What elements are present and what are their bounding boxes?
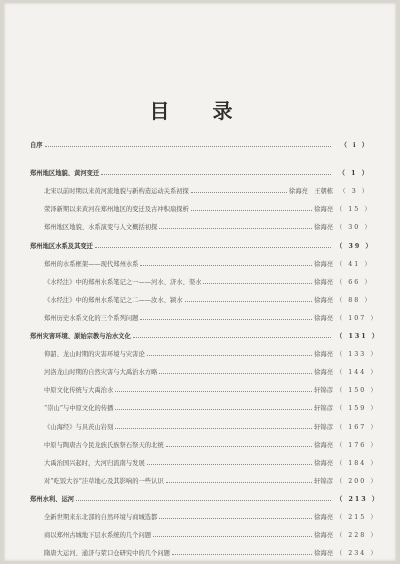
toc-entry bbox=[30, 322, 381, 341]
toc-entry bbox=[30, 412, 379, 431]
toc-entry bbox=[30, 131, 370, 149]
toc-entry-title: 《水经注》中的郑州水系笔记之二——汝水、颍水 bbox=[44, 296, 183, 304]
toc-entry-title: 郑州地区地貌、水系演变与人文概括初探 bbox=[44, 224, 158, 232]
toc-entry-page: （ 39 ） bbox=[336, 242, 374, 250]
toc-entry-page: （ 176 ） bbox=[336, 441, 379, 449]
toc-entry-page: （ 133 ） bbox=[336, 351, 379, 359]
dot-leader bbox=[95, 247, 331, 248]
toc-entry-page: （ 41 ） bbox=[336, 260, 373, 268]
dot-leader bbox=[115, 391, 312, 392]
dot-leader bbox=[115, 409, 312, 410]
toc-entry bbox=[30, 449, 379, 467]
toc-entry bbox=[30, 521, 379, 540]
dot-leader bbox=[147, 355, 312, 356]
toc-entry-title: 大禹治国兴起时，大河归流南与发展 bbox=[44, 459, 145, 467]
book-page bbox=[4, 3, 396, 561]
toc-entry-title: 河洛龙山时期的自然灾害与大禹治水方略 bbox=[44, 369, 158, 377]
toc-entry-author: 轩锦彦 bbox=[314, 387, 333, 395]
toc-entry-author: 徐海亮 bbox=[314, 513, 333, 521]
toc-entry-author: 徐海亮 bbox=[314, 224, 333, 232]
toc-entry-page: （ 167 ） bbox=[336, 423, 379, 431]
toc-entry-title: 北宋以前时期以来黄河流地貌与新构造运动关系初探 bbox=[44, 188, 189, 196]
toc-entry bbox=[30, 159, 370, 177]
toc-entry-page: （ 144 ） bbox=[336, 369, 379, 377]
toc-entry bbox=[30, 268, 373, 286]
dot-leader bbox=[185, 301, 313, 302]
toc-entry-author: 轩锦彦 bbox=[314, 423, 333, 431]
toc-entry-title: 郑州历史水系文化的三个系列问题 bbox=[44, 314, 139, 322]
dot-leader bbox=[140, 319, 312, 320]
toc-entry-author: 轩锦彦 bbox=[314, 477, 333, 485]
page-title: 目 录 bbox=[149, 99, 251, 123]
toc-entry bbox=[30, 467, 379, 485]
toc-entry-title: 自序 bbox=[30, 142, 43, 150]
toc-entry-page: （ 107 ） bbox=[336, 314, 379, 322]
dot-leader bbox=[191, 210, 312, 211]
toc-entry-author: 徐海亮 bbox=[314, 441, 333, 449]
toc-entry-author: 徐海亮 bbox=[314, 459, 333, 467]
toc-entry-author: 徐海亮 bbox=[314, 550, 333, 558]
toc-entry bbox=[30, 304, 379, 322]
toc-entry-page: （ 184 ） bbox=[336, 459, 379, 467]
toc-entry-page: （ 3 ） bbox=[339, 188, 370, 196]
table-of-contents bbox=[30, 131, 381, 558]
toc-entry-author: 徐海亮 王朝栋 bbox=[288, 188, 333, 196]
toc-entry bbox=[30, 213, 373, 232]
toc-entry-page: （ 1 ） bbox=[338, 170, 370, 178]
toc-entry bbox=[30, 195, 373, 214]
toc-entry-title: 商以郑州古城地下层水系统的几个问题 bbox=[44, 532, 152, 540]
toc-entry-author: 徐海亮 bbox=[314, 296, 333, 304]
toc-entry-title: 对“吃饭大谷”洼草地心及其影响的一些认识 bbox=[44, 477, 164, 485]
dot-leader bbox=[159, 373, 312, 374]
dot-leader bbox=[76, 500, 331, 501]
toc-entry-page: （ 213 ） bbox=[336, 495, 381, 503]
dot-leader bbox=[166, 446, 312, 447]
toc-entry bbox=[30, 286, 373, 304]
toc-entry-title: 全新世期来东北部的自然环境与商城选都 bbox=[44, 513, 158, 521]
toc-entry-page: （ 215 ） bbox=[336, 513, 379, 521]
dot-leader bbox=[147, 464, 312, 465]
toc-entry-page: （ 150 ） bbox=[336, 387, 379, 395]
toc-entry-title: 仰韶、龙山时期的灾害环境与灾害论 bbox=[44, 351, 145, 359]
dot-leader bbox=[203, 283, 312, 284]
dot-leader bbox=[115, 428, 312, 429]
toc-entry-page: （ 228 ） bbox=[336, 532, 379, 540]
toc-entry-author: 徐海亮 bbox=[314, 532, 333, 540]
dot-leader bbox=[140, 265, 312, 266]
toc-entry-title: 郑州水利、运河 bbox=[30, 495, 75, 503]
dot-leader bbox=[166, 482, 312, 483]
toc-entry bbox=[30, 358, 379, 377]
toc-entry-title: 郑州地区水系及其变迁 bbox=[30, 242, 93, 250]
dot-leader bbox=[101, 174, 331, 175]
toc-entry-page: （ 131 ） bbox=[336, 333, 381, 341]
toc-entry-title: 中原与陶唐古今民龙族氏族祭石祭天的北统 bbox=[44, 441, 164, 449]
toc-entry-author: 徐海亮 bbox=[314, 278, 333, 286]
toc-spacer bbox=[30, 149, 370, 159]
toc-entry bbox=[30, 231, 374, 250]
toc-entry-title: “崇山”与中原文化的传播 bbox=[44, 405, 114, 413]
toc-entry bbox=[30, 539, 379, 558]
dot-leader bbox=[159, 518, 312, 519]
toc-entry-page: （ 15 ） bbox=[336, 206, 373, 214]
toc-entry-page: （ i ） bbox=[340, 142, 370, 150]
toc-entry bbox=[30, 340, 379, 359]
toc-entry-title: 《山海经》与具茨山岩刻 bbox=[44, 423, 114, 431]
toc-entry-title: 隋唐大运河、通济与荥口仓研究中的几个问题 bbox=[44, 550, 170, 558]
dot-leader bbox=[153, 536, 312, 537]
toc-entry-page: （ 66 ） bbox=[336, 278, 373, 286]
toc-entry bbox=[30, 485, 381, 503]
toc-entry-page: （ 159 ） bbox=[336, 405, 379, 413]
toc-entry-author: 徐海亮 bbox=[314, 314, 333, 322]
toc-entry-author: 徐海亮 bbox=[314, 206, 333, 214]
toc-entry bbox=[30, 431, 379, 449]
toc-entry-title: 中原文化传统与大禹治水 bbox=[44, 387, 114, 395]
dot-leader bbox=[159, 228, 312, 229]
dot-leader bbox=[191, 192, 287, 193]
toc-entry bbox=[30, 376, 379, 395]
toc-entry-author: 徐海亮 bbox=[314, 260, 333, 268]
toc-entry-title: 荥泽新期以来黄河在郑州地区的变迁及古冲积扇探析 bbox=[44, 206, 189, 214]
toc-entry-title: 郑州地区地貌、黄河变迁 bbox=[30, 170, 100, 178]
dot-leader bbox=[172, 554, 312, 555]
toc-entry bbox=[30, 177, 370, 195]
dot-leader bbox=[133, 337, 331, 338]
dot-leader bbox=[45, 146, 331, 147]
toc-entry-author: 轩锦彦 bbox=[314, 405, 333, 413]
toc-entry-page: （ 234 ） bbox=[336, 550, 379, 558]
toc-entry-page: （ 30 ） bbox=[336, 224, 373, 232]
toc-entry-author: 徐海亮 bbox=[314, 351, 333, 359]
toc-entry-page: （ 200 ） bbox=[336, 477, 379, 485]
toc-entry bbox=[30, 503, 379, 521]
toc-entry bbox=[30, 250, 373, 268]
toc-entry-page: （ 88 ） bbox=[336, 296, 373, 304]
toc-entry-title: 郑州的水系框架——现代郑州水系 bbox=[44, 260, 139, 268]
toc-entry bbox=[30, 394, 379, 413]
toc-entry-title: 《水经注》中的郑州水系笔记之一——河水、济水、渠水 bbox=[44, 278, 202, 286]
toc-entry-author: 徐海亮 bbox=[314, 369, 333, 377]
toc-entry-title: 郑州灾害环境、原始宗教与治水文化 bbox=[30, 333, 131, 341]
